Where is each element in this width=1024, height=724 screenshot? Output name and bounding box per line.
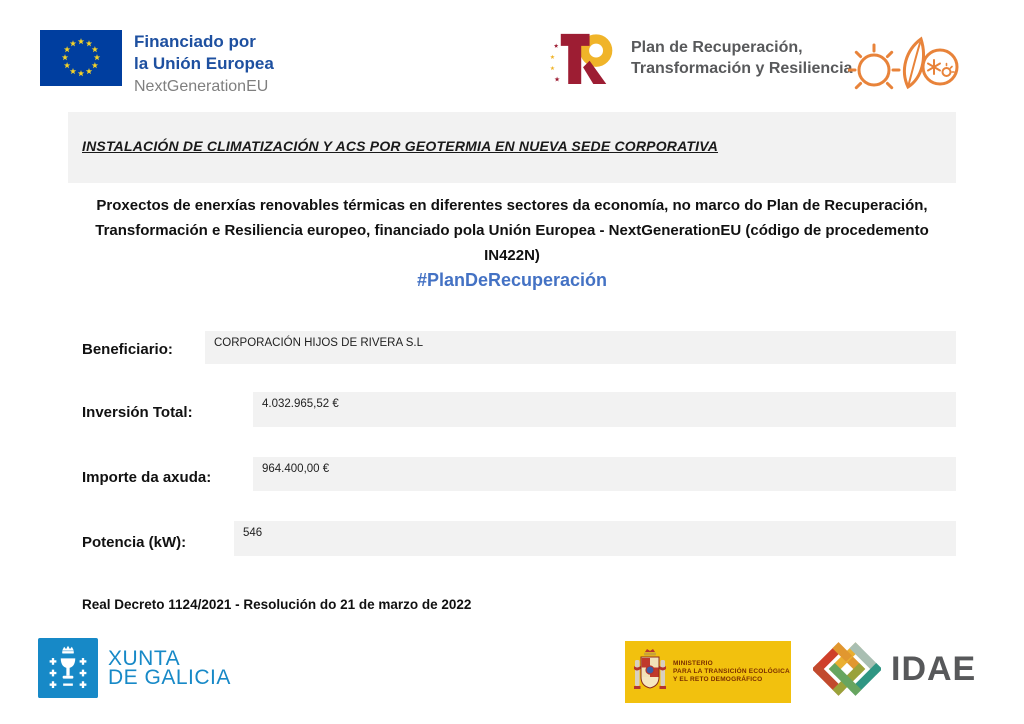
beneficiario-field xyxy=(205,331,956,364)
idae-wordmark: IDAE xyxy=(891,649,977,688)
beneficiario-value: CORPORACIÓN HIJOS DE RIVERA S.L xyxy=(214,337,423,349)
prtr-logo xyxy=(545,24,852,92)
potencia-label: Potencia (kW): xyxy=(82,534,187,551)
xunta-galicia-logo xyxy=(38,638,231,698)
xunta-text-line2: DE GALICIA xyxy=(108,666,231,689)
title-band xyxy=(68,112,956,183)
beneficiario-label: Beneficiario: xyxy=(82,341,173,358)
prtr-tr-icon xyxy=(545,24,623,92)
ministerio-logo xyxy=(625,641,791,703)
ministerio-line1: MINISTERIO xyxy=(673,660,713,667)
hashtag: #PlanDeRecuperación xyxy=(416,270,608,290)
inversion-total-field xyxy=(253,392,956,427)
inversion-total-label: Inversión Total: xyxy=(82,404,193,421)
potencia-value: 546 xyxy=(243,527,263,539)
eu-logo-line3: NextGenerationEU xyxy=(134,78,269,95)
eu-logo-line2: la Unión Europea xyxy=(134,54,274,73)
prtr-logo-line2: Transformación y Resiliencia xyxy=(631,60,853,77)
xunta-crest-icon xyxy=(38,638,98,698)
eu-funding-logo xyxy=(40,30,274,98)
importe-axuda-field xyxy=(253,457,956,491)
idae-logo xyxy=(813,636,976,702)
eu-flag-icon xyxy=(40,30,122,86)
eu-logo-line1: Financiado por xyxy=(134,32,256,51)
spain-coat-of-arms-icon xyxy=(633,648,667,696)
importe-axuda-value: 964.400,00 € xyxy=(262,463,330,475)
potencia-field xyxy=(234,521,956,556)
inversion-total-value: 4.032.965,52 € xyxy=(262,398,339,410)
prtr-logo-line1: Plan de Recuperación, xyxy=(631,39,803,56)
xunta-text-line1: XUNTA xyxy=(108,647,181,670)
ministerio-line3: Y EL RETO DEMOGRÁFICO xyxy=(673,676,763,683)
importe-axuda-label: Importe da axuda: xyxy=(82,469,212,486)
renewable-thermal-icons xyxy=(848,30,960,100)
program-paragraph: Proxectos de enerxías renovables térmicas en diferentes sectores da economía, no marco do Plan de Recuperación, Transformación e Resiliencia europeo, financiado pola Unión Europea - NextGenerationEU (código de procedemento IN422N) xyxy=(95,197,929,264)
project-title: INSTALACIÓN DE CLIMATIZACIÓN Y ACS POR GEOTERMIA EN NUEVA SEDE CORPORATIVA xyxy=(82,138,719,154)
ministerio-line2: PARA LA TRANSICIÓN ECOLÓGICA xyxy=(673,668,790,675)
idae-diamonds-icon xyxy=(813,636,881,702)
decree-footnote: Real Decreto 1124/2021 - Resolución do 21 de marzo de 2022 xyxy=(82,597,472,612)
